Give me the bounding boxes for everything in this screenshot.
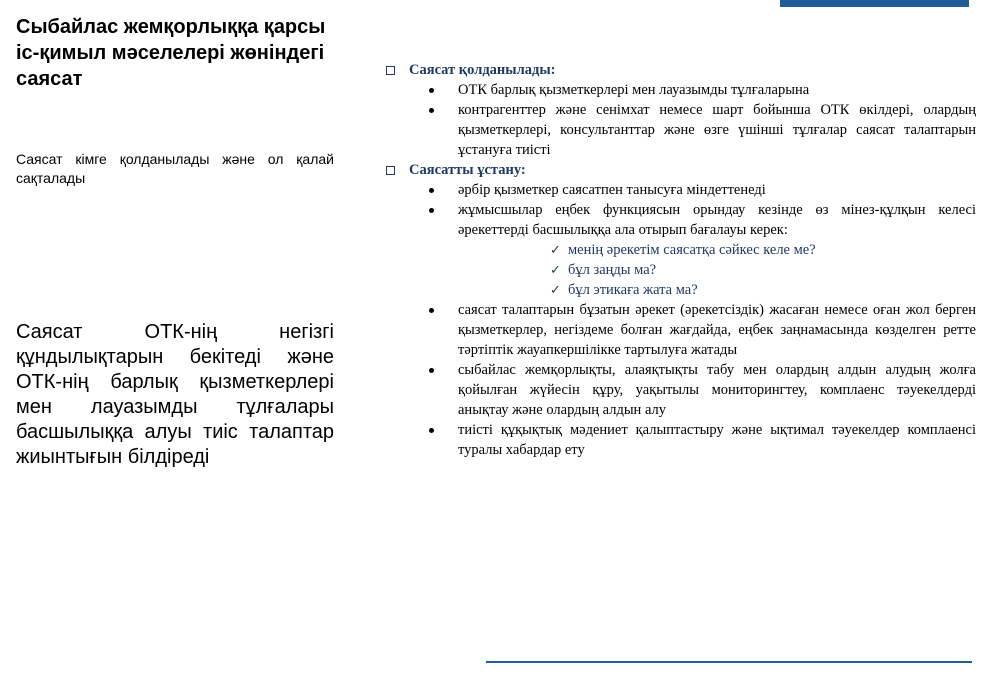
section-heading-text: Саясат қолданылады: xyxy=(409,62,556,78)
list-item xyxy=(386,300,976,360)
bullet-dot-icon xyxy=(429,108,434,113)
section-heading-text: Саясатты ұстану: xyxy=(409,162,526,178)
list-item xyxy=(386,360,976,420)
list-item-text: сыбайлас жемқорлықты, алаяқтықты табу мен олардың алдын алудың жолға қойылған жүйесін құру, уақытылы мониторингтеу, комплаенс тәуекелдерді анықтау және олардың алдын алу xyxy=(458,362,976,418)
list-item-text: тиісті құқықтық мәдениет қалыптастыру және ықтимал тәуекелдер комплаенсі туралы хабардар ету xyxy=(458,422,976,458)
checklist-item-text: бұл этикаға жата ма? xyxy=(568,282,698,298)
checklist-item-text: менің әрекетім саясатқа сәйкес келе ме? xyxy=(568,242,816,258)
policy-content xyxy=(386,60,976,460)
checklist xyxy=(458,240,976,300)
list-item-text: саясат талаптарын бұзатын әрекет (әрекетсіздік) жасаған немесе оған жол берген қызметкерлер, негіздеме болған жағдайда, еңбек заңнамасында көзделген ретте тәртіптік жауапкершілікке тартылуға жатады xyxy=(458,302,976,358)
list-item-text: ОТК барлық қызметкерлері мен лауазымды тұлғаларына xyxy=(458,82,810,98)
checkmark-icon: ✓ xyxy=(550,262,561,277)
bottom-divider-line xyxy=(486,661,972,663)
bullet-dot-icon xyxy=(429,308,434,313)
section-heading xyxy=(386,60,976,80)
bullet-dot-icon xyxy=(429,428,434,433)
lead-statement: Саясат ОТК-нің негізгі құндылықтарын бекітеді және ОТК-нің барлық қызметкерлері мен лауазымды тұлғалары басшылыққа алуы тиіс талаптар жиынтығын білдіреді xyxy=(16,321,334,468)
bullet-dot-icon xyxy=(429,208,434,213)
checkmark-icon: ✓ xyxy=(550,242,561,257)
page-subtitle: Саясат кімге қолданылады және ол қалай сақталады xyxy=(16,151,334,186)
checklist-item xyxy=(458,260,976,280)
square-bullet-icon xyxy=(386,166,395,175)
checkmark-icon: ✓ xyxy=(550,282,561,297)
bullet-list xyxy=(386,180,976,460)
list-item-text: жұмысшылар еңбек функциясын орындау кезінде өз мінез-құлқын келесі әрекеттерді басшылыққа ала отырып бағалауы керек: xyxy=(458,202,976,238)
checklist-item xyxy=(458,280,976,300)
page-title: Сыбайлас жемқорлыққа қарсы іс-қимыл мәселелері жөніндегі саясат xyxy=(16,16,326,90)
list-item xyxy=(386,200,976,300)
list-item xyxy=(386,180,976,200)
top-accent-bar xyxy=(780,0,969,7)
bullet-list xyxy=(386,80,976,160)
bullet-dot-icon xyxy=(429,368,434,373)
list-item-text: контрагенттер және сенімхат немесе шарт бойынша ОТК өкілдері, олардың қызметкерлері, консультанттар және өзге үшінші тұлғалар саясат талаптарын ұстануға тиісті xyxy=(458,102,976,158)
checklist-item-text: бұл заңды ма? xyxy=(568,262,657,278)
list-item-text: әрбір қызметкер саясатпен танысуға міндеттенеді xyxy=(458,182,766,198)
square-bullet-icon xyxy=(386,66,395,75)
policy-section xyxy=(386,60,976,160)
policy-section xyxy=(386,160,976,460)
bullet-dot-icon xyxy=(429,188,434,193)
section-heading xyxy=(386,160,976,180)
list-item xyxy=(386,420,976,460)
list-item xyxy=(386,100,976,160)
bullet-dot-icon xyxy=(429,88,434,93)
checklist-item xyxy=(458,240,976,260)
list-item xyxy=(386,80,976,100)
